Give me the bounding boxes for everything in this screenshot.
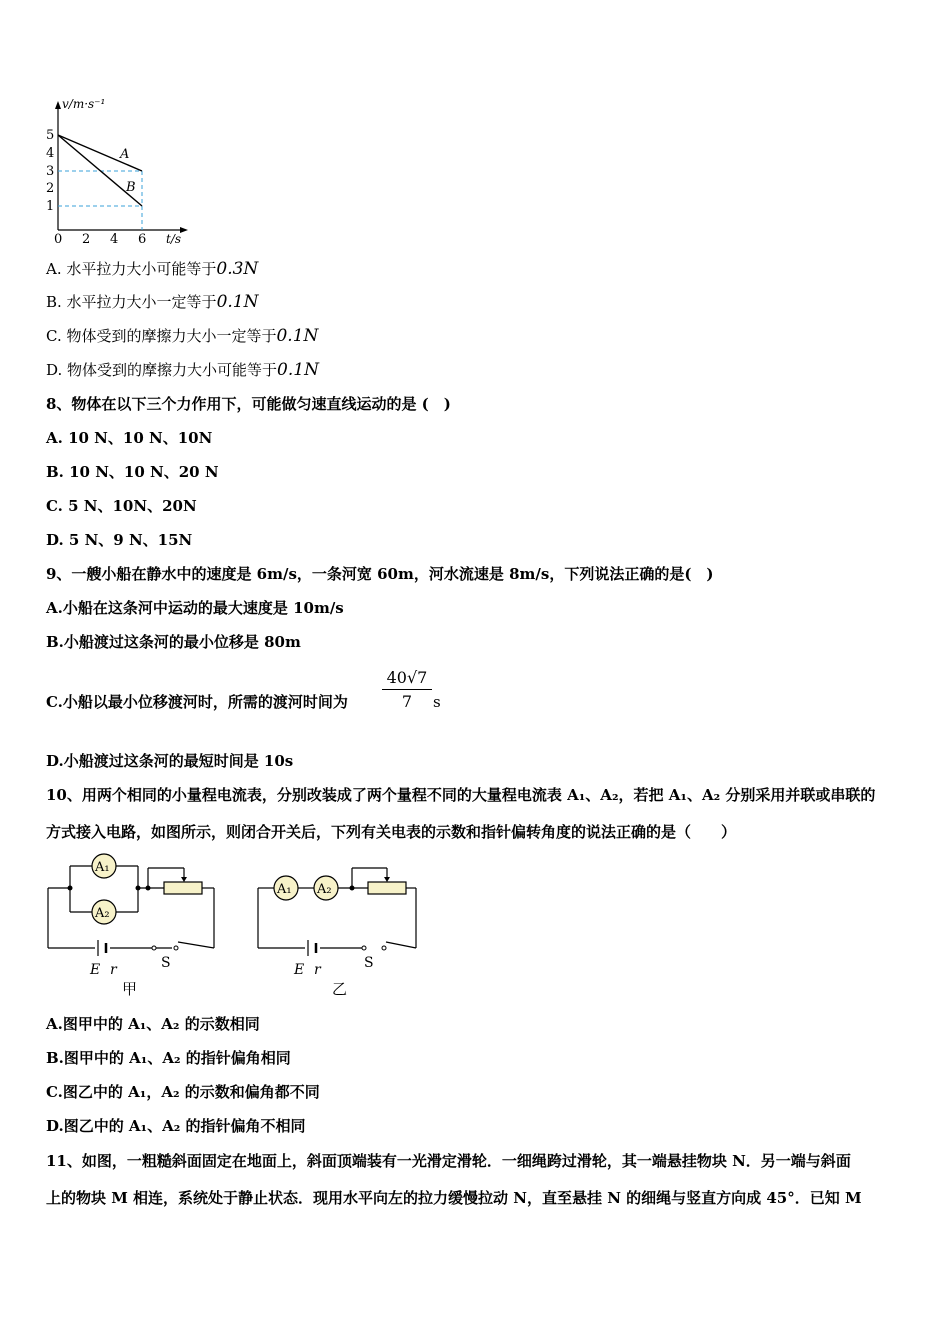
y-axis-label: v/m·s⁻¹ (62, 97, 106, 111)
q8-option-c: C. 5 N、10N、20N (46, 497, 197, 515)
q7-option-c-math: 0.1N (276, 326, 319, 346)
line-a (58, 135, 142, 171)
x-axis-label: t/s (166, 232, 182, 245)
q7-option-d (46, 360, 319, 380)
y-tick-4: 4 (46, 146, 55, 161)
q9-option-a: A.小船在这条河中运动的最大速度是 10m/s (46, 599, 344, 617)
q7-option-d-text: D. 物体受到的摩擦力大小可能等于 (46, 361, 278, 379)
q10-stem-line1: 10、用两个相同的小量程电流表，分别改装成了两个量程不同的大量程电流表 A₁、A₂，若把 A₁、A₂ 分别采用并联或串联的 (46, 786, 876, 804)
yi-switch-label: S (364, 955, 374, 971)
q9-option-b: B.小船渡过这条河的最小位移是 80m (46, 633, 301, 651)
y-tick-5: 5 (46, 128, 55, 143)
line-b-label: B (126, 180, 136, 195)
q10-option-a: A.图甲中的 A₁、A₂ 的示数相同 (46, 1015, 260, 1033)
q10-stem-line2: 方式接入电路，如图所示，则闭合开关后，下列有关电表的示数和指针偏转角度的说法正确的是（ ） (46, 823, 737, 841)
jia-ammeter-a2-label: A₂ (95, 906, 110, 921)
x-tick-4: 4 (110, 232, 119, 245)
q10-option-c: C.图乙中的 A₁，A₂ 的示数和偏角都不同 (46, 1083, 320, 1101)
q7-option-b-text: B. 水平拉力大小一定等于 (46, 293, 217, 311)
q8-option-d: D. 5 N、9 N、15N (46, 531, 193, 549)
x-tick-0: 0 (54, 232, 63, 245)
q9-option-d: D.小船渡过这条河的最短时间是 10s (46, 752, 294, 770)
q10-option-b: B.图甲中的 A₁、A₂ 的指针偏角相同 (46, 1049, 291, 1067)
y-tick-2: 2 (46, 181, 55, 196)
q7-option-b-math: 0.1N (216, 292, 259, 312)
q7-option-a-math: 0.3N (216, 259, 259, 279)
q9-option-c: C.小船以最小位移渡河时，所需的渡河时间为 (46, 693, 348, 711)
q11-stem-line2: 上的物块 M 相连，系统处于静止状态．现用水平向左的拉力缓慢拉动 N，直至悬挂 N 的细绳与竖直方向成 45°．已知 M (46, 1189, 862, 1207)
circuit-diagram-yi (250, 850, 440, 1000)
circuit-diagram-jia (40, 850, 230, 1000)
y-tick-1: 1 (46, 199, 55, 214)
q8-stem: 8、物体在以下三个力作用下，可能做匀速直线运动的是 ( ) (46, 395, 451, 413)
yi-ammeter-a2-label: A₂ (317, 882, 332, 897)
yi-resistance-label: r (314, 962, 321, 978)
q9-stem: 9、一艘小船在静水中的速度是 6m/s，一条河宽 60m，河水流速是 8m/s，下列说法正确的是( ) (46, 565, 714, 583)
q9-option-c-unit: s (433, 693, 441, 711)
line-a-label: A (120, 147, 130, 162)
yi-emf-label: E (294, 962, 305, 978)
jia-emf-label: E (90, 962, 101, 978)
jia-ammeter-a1-label: A₁ (95, 860, 110, 875)
jia-caption: 甲 (122, 980, 138, 998)
q7-option-a-text: A. 水平拉力大小可能等于 (46, 260, 217, 278)
q9-fraction-numerator: 40√7 (382, 668, 432, 690)
q7-option-d-math: 0.1N (277, 360, 319, 380)
q7-option-c (46, 326, 318, 346)
q7-option-b (46, 292, 258, 312)
yi-ammeter-a1-label: A₁ (277, 882, 292, 897)
q9-option-c-fraction (382, 668, 432, 711)
q10-option-d: D.图乙中的 A₁、A₂ 的指针偏角不相同 (46, 1117, 306, 1135)
y-tick-3: 3 (46, 164, 55, 179)
x-tick-6: 6 (138, 232, 147, 245)
q9-fraction-denominator: 7 (401, 692, 413, 711)
jia-switch-label: S (161, 955, 171, 971)
velocity-time-graph (40, 95, 240, 245)
x-tick-2: 2 (82, 232, 91, 245)
jia-resistance-label: r (110, 962, 117, 978)
q7-option-a (46, 259, 258, 279)
q7-option-c-text: C. 物体受到的摩擦力大小一定等于 (46, 327, 277, 345)
q11-stem-line1: 11、如图，一粗糙斜面固定在地面上，斜面顶端装有一光滑定滑轮．一细绳跨过滑轮，其一端悬挂物块 N．另一端与斜面 (46, 1152, 851, 1170)
yi-caption: 乙 (332, 980, 348, 998)
q8-option-a: A. 10 N、10 N、10N (46, 429, 213, 447)
q8-option-b: B. 10 N、10 N、20 N (46, 463, 219, 481)
